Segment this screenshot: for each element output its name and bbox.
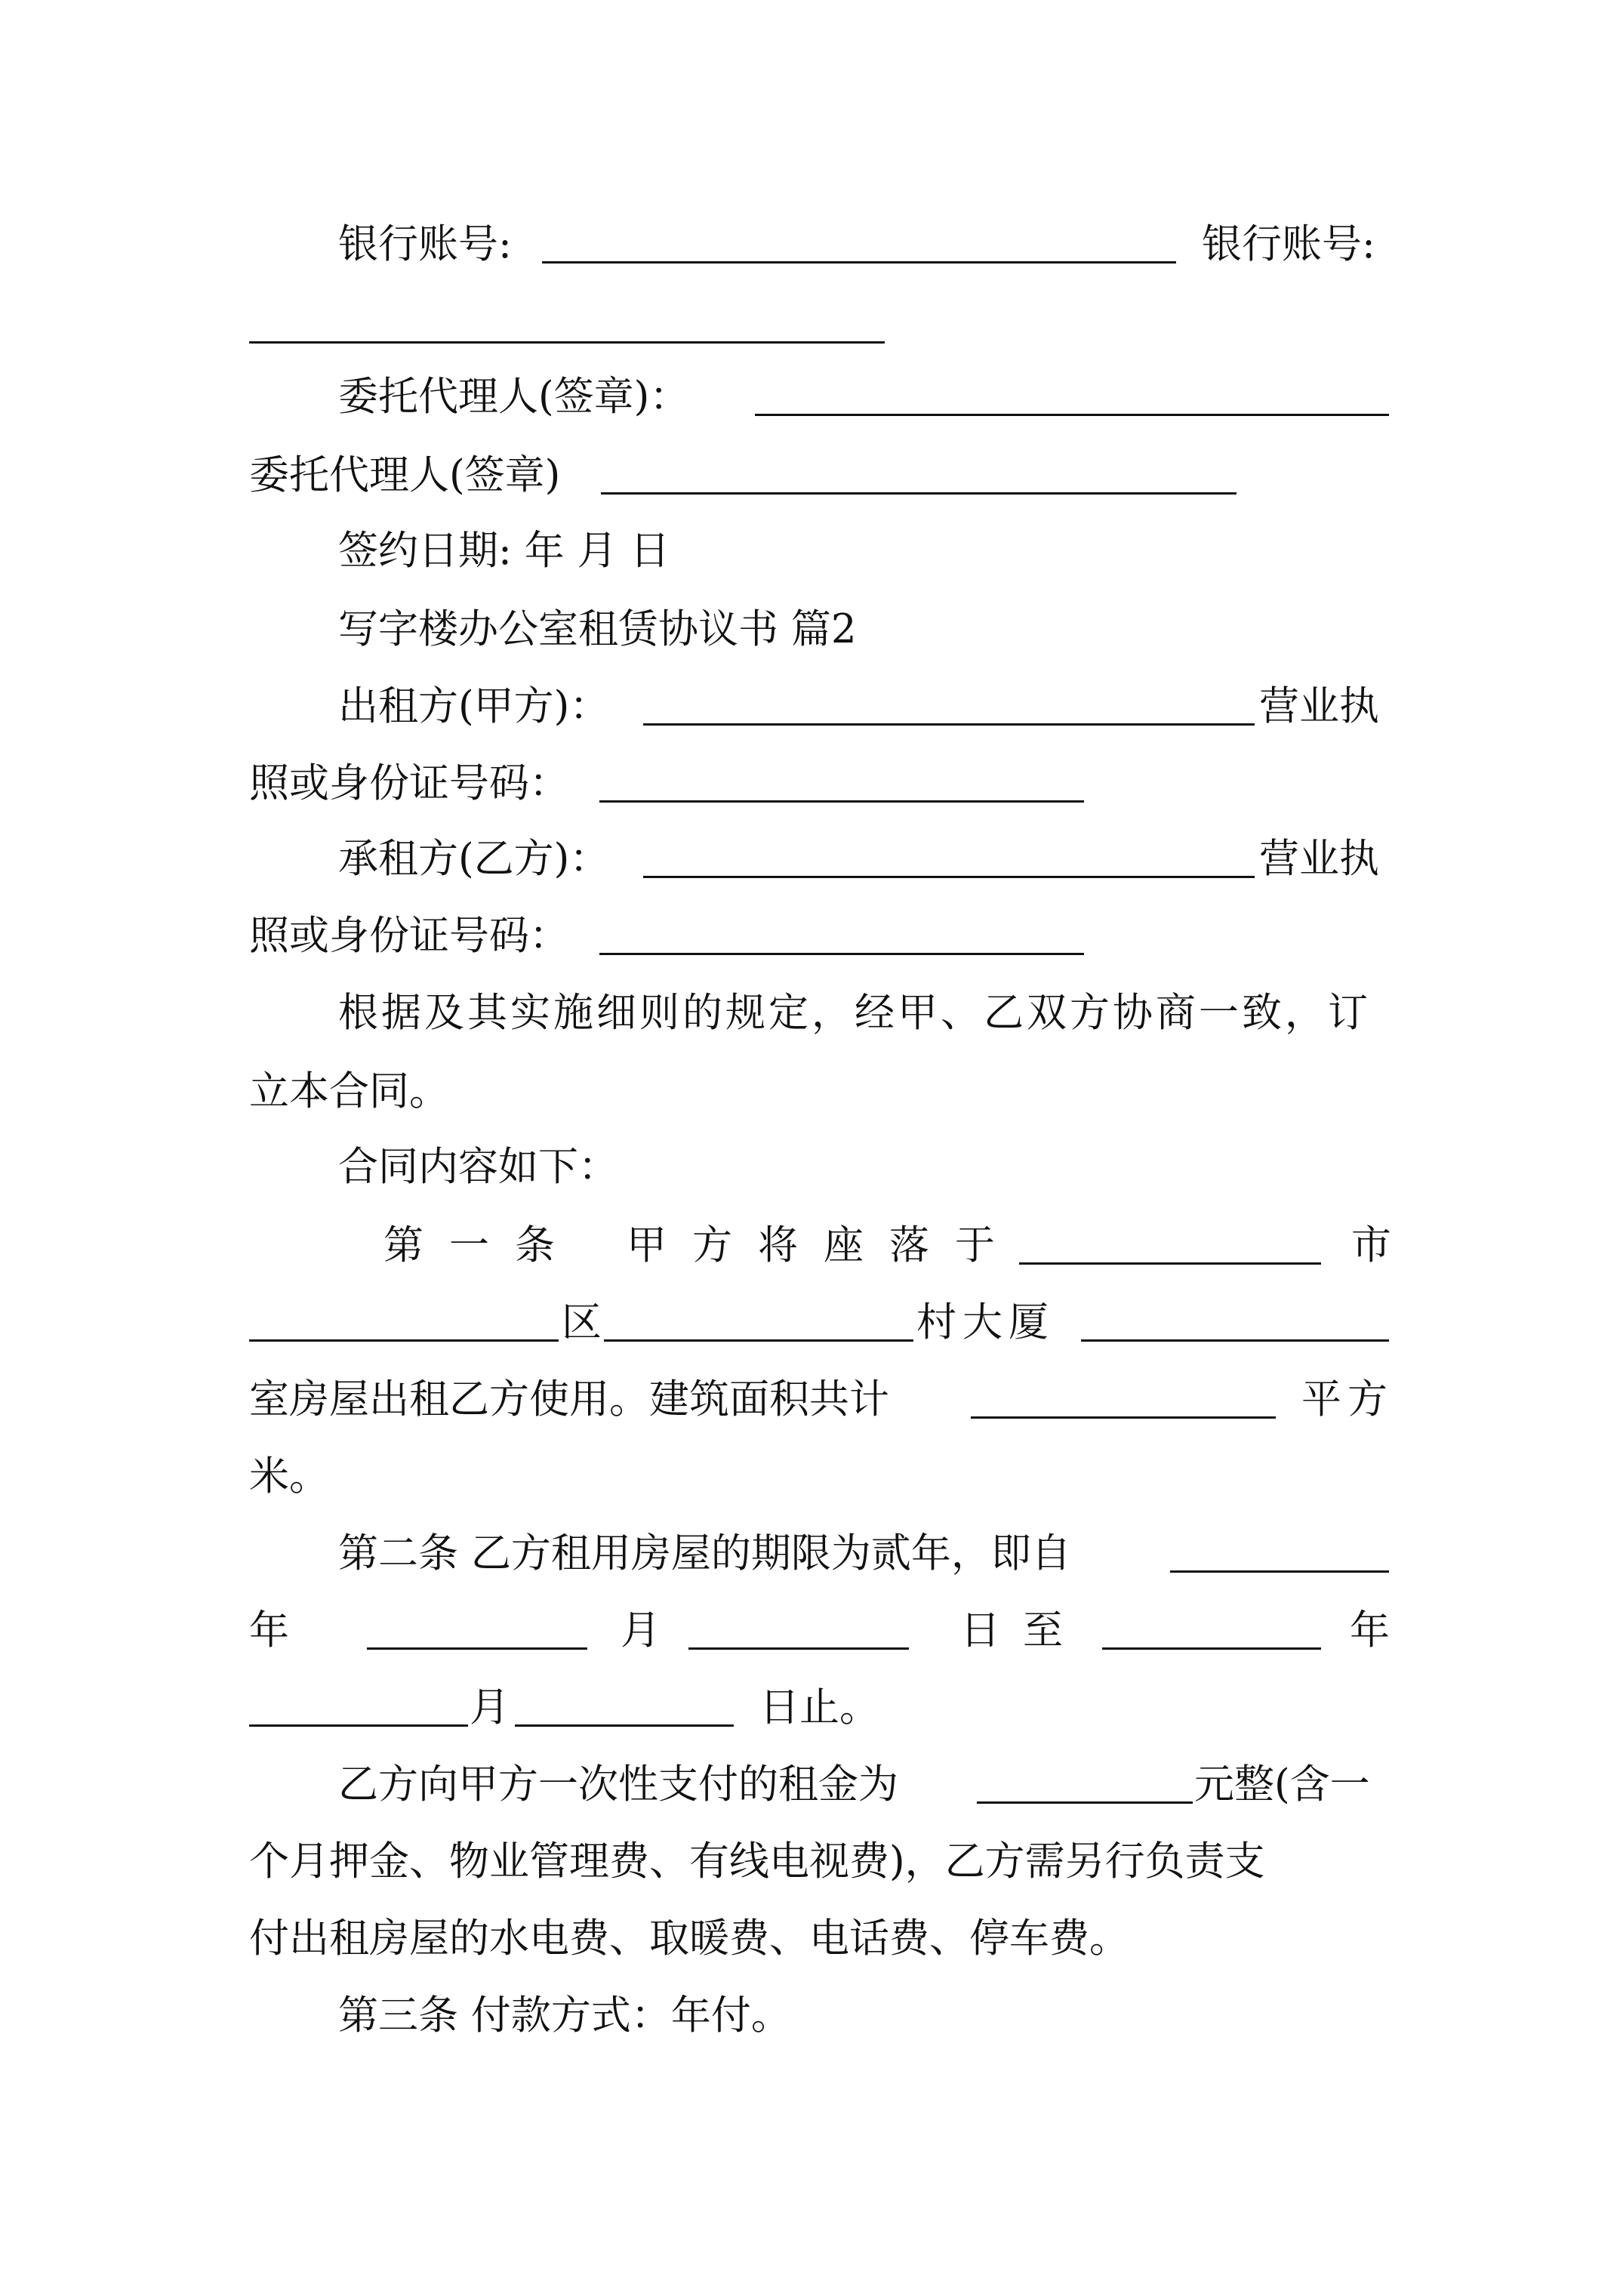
area-unit-b: 米。 xyxy=(249,1453,329,1499)
end-year-blank xyxy=(1102,1647,1321,1650)
rent-detail-line xyxy=(0,1824,1623,1900)
article-2-text: 第二条 乙方租用房屋的期限为贰年，即自 xyxy=(338,1530,1071,1576)
contents-intro-line xyxy=(0,1130,1623,1205)
sign-date-line xyxy=(0,513,1623,589)
bank-account-blank-line xyxy=(0,287,1623,362)
preamble-line xyxy=(0,975,1623,1051)
building-label: 村大厦 xyxy=(916,1299,1055,1345)
city-label: 市 xyxy=(1351,1222,1391,1268)
rent-blank xyxy=(977,1801,1193,1804)
area-line xyxy=(0,1362,1623,1438)
lessor-line xyxy=(0,669,1623,744)
lessor-license-label: 营业执 xyxy=(1259,683,1379,729)
rent-unit: 元整(含一 xyxy=(1194,1761,1370,1808)
article-3-text: 第三条 付款方式：年付。 xyxy=(338,1992,791,2039)
agent-line-b xyxy=(0,438,1623,513)
start-month-blank xyxy=(367,1647,587,1650)
article-3-line xyxy=(0,1978,1623,2054)
lessee-blank xyxy=(643,876,1255,878)
area-unit-line xyxy=(0,1439,1623,1515)
section-title: 写字楼办公室租赁协议书 篇2 xyxy=(338,606,857,652)
end-month-blank xyxy=(249,1724,468,1727)
district-line xyxy=(0,1285,1623,1361)
rent-line xyxy=(0,1747,1623,1823)
end-year-label: 年 xyxy=(1350,1607,1390,1653)
lessor-label: 出租方(甲方)： xyxy=(338,683,610,729)
end-day-blank xyxy=(515,1724,734,1727)
area-unit-a: 平方 xyxy=(1301,1376,1394,1422)
lessee-id-label: 照或身份证号码： xyxy=(249,913,569,959)
lessor-id-line xyxy=(0,746,1623,821)
lessee-line xyxy=(0,821,1623,897)
article-1-line xyxy=(0,1208,1623,1284)
fees-text: 付出租房屋的水电费、取暖费、电话费、停车费。 xyxy=(249,1915,1129,1962)
period-line xyxy=(0,1593,1623,1669)
bank-account-line xyxy=(0,207,1623,282)
contents-intro: 合同内容如下： xyxy=(338,1144,618,1190)
start-day-blank xyxy=(688,1647,909,1650)
agent-line-a xyxy=(0,359,1623,435)
agent-blank-a xyxy=(755,414,1389,416)
article-1-heading: 第一条 xyxy=(383,1222,581,1268)
end-month-label: 月 xyxy=(470,1684,510,1730)
district-label: 区 xyxy=(562,1299,602,1345)
lessor-blank xyxy=(643,723,1255,726)
article-2-line xyxy=(0,1516,1623,1592)
lessee-id-line xyxy=(0,898,1623,974)
bank-account-label-b: 银行账号: xyxy=(1202,221,1375,267)
bank-account-label-a: 银行账号: xyxy=(338,221,512,267)
bank-account-blank-a xyxy=(542,261,1176,264)
agent-label-a: 委托代理人(签章)： xyxy=(338,374,690,420)
lessor-id-label: 照或身份证号码： xyxy=(249,760,569,806)
period-end-line xyxy=(0,1670,1623,1746)
lessee-label: 承租方(乙方)： xyxy=(338,836,610,882)
rent-detail: 个月押金、物业管理费、有线电视费)，乙方需另行负责支 xyxy=(249,1838,1265,1885)
preamble-end: 立本合同。 xyxy=(249,1068,449,1114)
area-blank xyxy=(971,1416,1276,1419)
section-title-line xyxy=(0,592,1623,667)
start-year-label: 年 xyxy=(249,1607,289,1653)
start-day-to-label: 日至 xyxy=(960,1607,1086,1653)
agent-blank-b xyxy=(601,492,1236,495)
area-text: 室房屋出租乙方使用。建筑面积共计 xyxy=(249,1376,889,1422)
preamble-end-line xyxy=(0,1054,1623,1130)
lessee-id-blank xyxy=(599,953,1084,955)
preamble-text: 根据及其实施细则的规定，经甲、乙双方协商一致，订 xyxy=(338,990,1371,1036)
city-blank xyxy=(1019,1262,1321,1265)
lessee-license-label: 营业执 xyxy=(1259,836,1379,882)
start-year-blank xyxy=(1170,1570,1389,1573)
agent-label-b: 委托代理人(签章) xyxy=(249,452,561,498)
fees-line xyxy=(0,1901,1623,1977)
district-blank xyxy=(249,1339,559,1342)
building-blank xyxy=(1081,1339,1389,1342)
start-month-label: 月 xyxy=(621,1607,661,1653)
lessor-id-blank xyxy=(599,800,1084,803)
rent-text: 乙方向甲方一次性支付的租金为 xyxy=(338,1761,898,1808)
bank-account-blank-b xyxy=(249,341,885,344)
end-day-label: 日止。 xyxy=(759,1684,879,1730)
village-blank xyxy=(604,1339,913,1342)
article-1-text: 甲方将座落于 xyxy=(627,1222,1021,1268)
sign-date: 签约日期: 年 月 日 xyxy=(338,528,670,574)
